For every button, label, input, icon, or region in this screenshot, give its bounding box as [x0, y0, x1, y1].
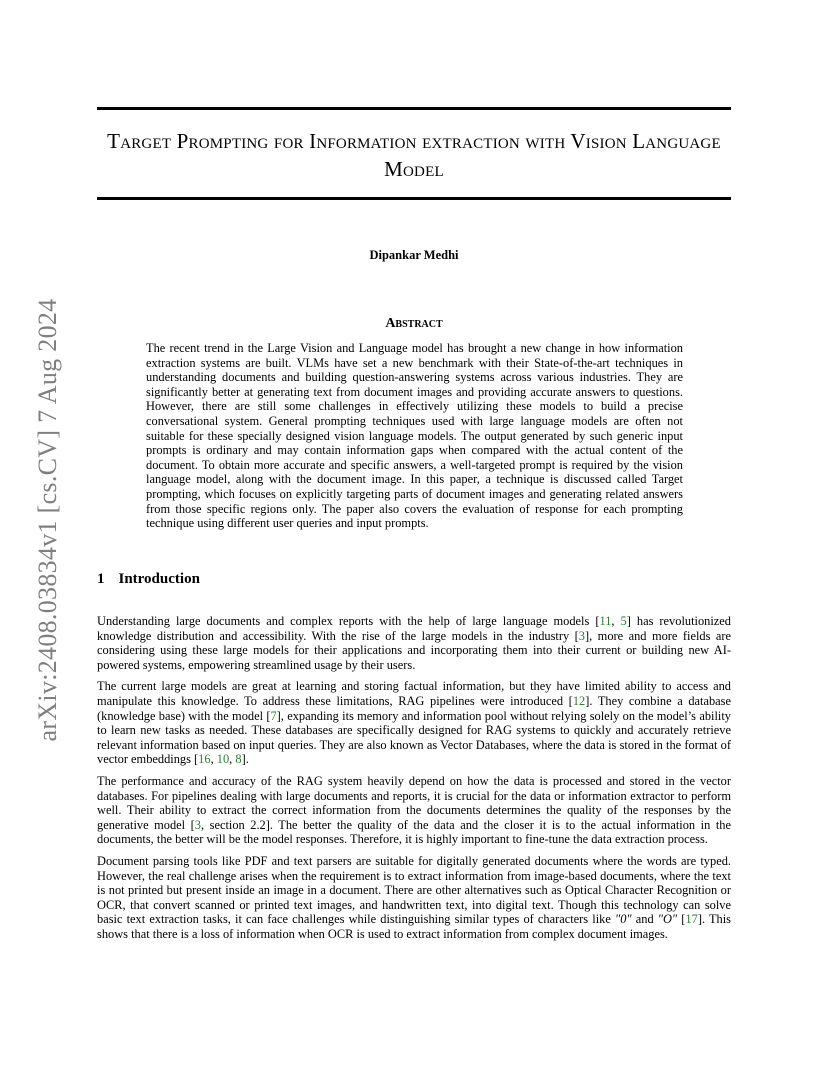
citation-link[interactable]: 16 [198, 752, 211, 767]
text-run: Understanding large documents and complex reports with the help of large language models [ [97, 614, 600, 628]
paper-title: Target Prompting for Information extraction with Vision Language Model [107, 129, 721, 181]
text-run: The current large models are great at learning and storing factual information, but they have limited ability to access and manipulate this knowledge. To address these limitations, RAG pipelines were introduced [ [97, 679, 731, 708]
citation-link[interactable]: 5 [620, 614, 627, 628]
citation-link[interactable]: 17 [685, 912, 698, 927]
text-run: ] has revolutionized knowledge distribution and accessibility. With the rise of the large models in the industry [ [97, 614, 731, 643]
title-rule-top [97, 107, 731, 110]
text-run: ], more and more fields are considering using these large models for their applications and incorporating them into their current or building new AI-powered systems, empowering streamlined usage by their users. [97, 628, 731, 672]
italic-text: "0" [615, 912, 632, 927]
paragraph [97, 774, 731, 847]
citation-link[interactable]: 10 [216, 752, 230, 767]
text-run: ]. [241, 752, 249, 767]
paragraph [97, 854, 731, 942]
italic-text: "O" [657, 912, 678, 927]
title-rule-bottom [97, 197, 731, 200]
text-run: and [631, 912, 658, 927]
author-name: Dipankar Medhi [369, 248, 459, 262]
section-number: 1 [97, 571, 105, 587]
text-run: ]. This shows that there is a loss of information when OCR is used to extract information from complex document images. [97, 912, 731, 941]
text-run: ]. They combine a database (knowledge base) with the model [ [97, 693, 731, 723]
text-run: The performance and accuracy of the RAG system heavily depend on how the data is processed and stored in the vector databases. For pipelines dealing with large documents and reports, it is crucial for the data or information extractor to perform well. Their ability to extract the correct information from the documents determines the quality of the responses by the generative model [ [97, 773, 731, 832]
abstract-text: The recent trend in the Large Vision and Language model has brought a new change in how information extraction systems are built. VLMs have set a new benchmark with their State-of-the-art techniques in understanding documents and building question-answering systems across various industries. They are significantly better at generating text from document images and providing accurate answers to questions. However, there are still some challenges in effectively utilizing these models to build a precise conversational system. General prompting techniques used with large language models are often not suitable for these specially designed vision language models. The output generated by such generic input prompts is ordinary and may contain information gaps when compared with the actual content of the document. To obtain more accurate and specific answers, a well-targeted prompt is required by the vision language model, along with the document image. In this paper, a technique is discussed called Target prompting, which focuses on explicitly targeting parts of document images and generating related answers from those specific regions only. The paper also covers the evaluation of response for each prompting technique using different user queries and input prompts. [146, 341, 683, 531]
citation-link[interactable]: 11 [599, 614, 612, 628]
section-title: Introduction [118, 571, 200, 587]
citation-link[interactable]: 8 [235, 752, 242, 767]
citation-link[interactable]: 3 [194, 817, 201, 832]
introduction-body [97, 614, 731, 948]
text-run: ], expanding its memory and information pool without relying solely on the model’s ability to learn new tasks as needed. These databases are specifically designed for RAG systems to quickly and accurately retrieve relevant information based on input queries. They are also known as Vector Databases, where the data is stored in the format of vector embeddings [ [97, 708, 731, 767]
text-run: , section 2.2]. The better the quality of the data and the closer it is to the actual information in the documents, the better will be the model responses. Therefore, it is highly important to fine-tune the data extraction process. [97, 817, 731, 847]
text-run: , [611, 614, 621, 628]
citation-link[interactable]: 3 [578, 628, 585, 643]
paragraph [97, 614, 731, 672]
arxiv-identifier: arXiv:2408.03834v1 [cs.CV] 7 Aug 2024 [33, 298, 62, 742]
text-run: Document parsing tools like PDF and text parsers are suitable for digitally generated documents where the words are typed. However, the real challenge arises when the requirement is to extract information from image-based documents, where the text is not printed but present inside an image in a document. There are other alternatives such as Optical Character Recognition or OCR, that convert scanned or printed text images, and handwritten text, into digital text. Though this technology can solve basic text extraction tasks, it can face challenges while distinguishing similar types of characters like [97, 853, 731, 927]
section-heading [97, 571, 200, 588]
text-run: [ [677, 912, 686, 927]
text-run: , [210, 752, 217, 767]
paragraph [97, 679, 731, 767]
text-run: , [229, 752, 236, 767]
abstract-heading: Abstract [385, 316, 443, 331]
citation-link[interactable]: 7 [270, 708, 277, 723]
citation-link[interactable]: 12 [572, 693, 586, 708]
